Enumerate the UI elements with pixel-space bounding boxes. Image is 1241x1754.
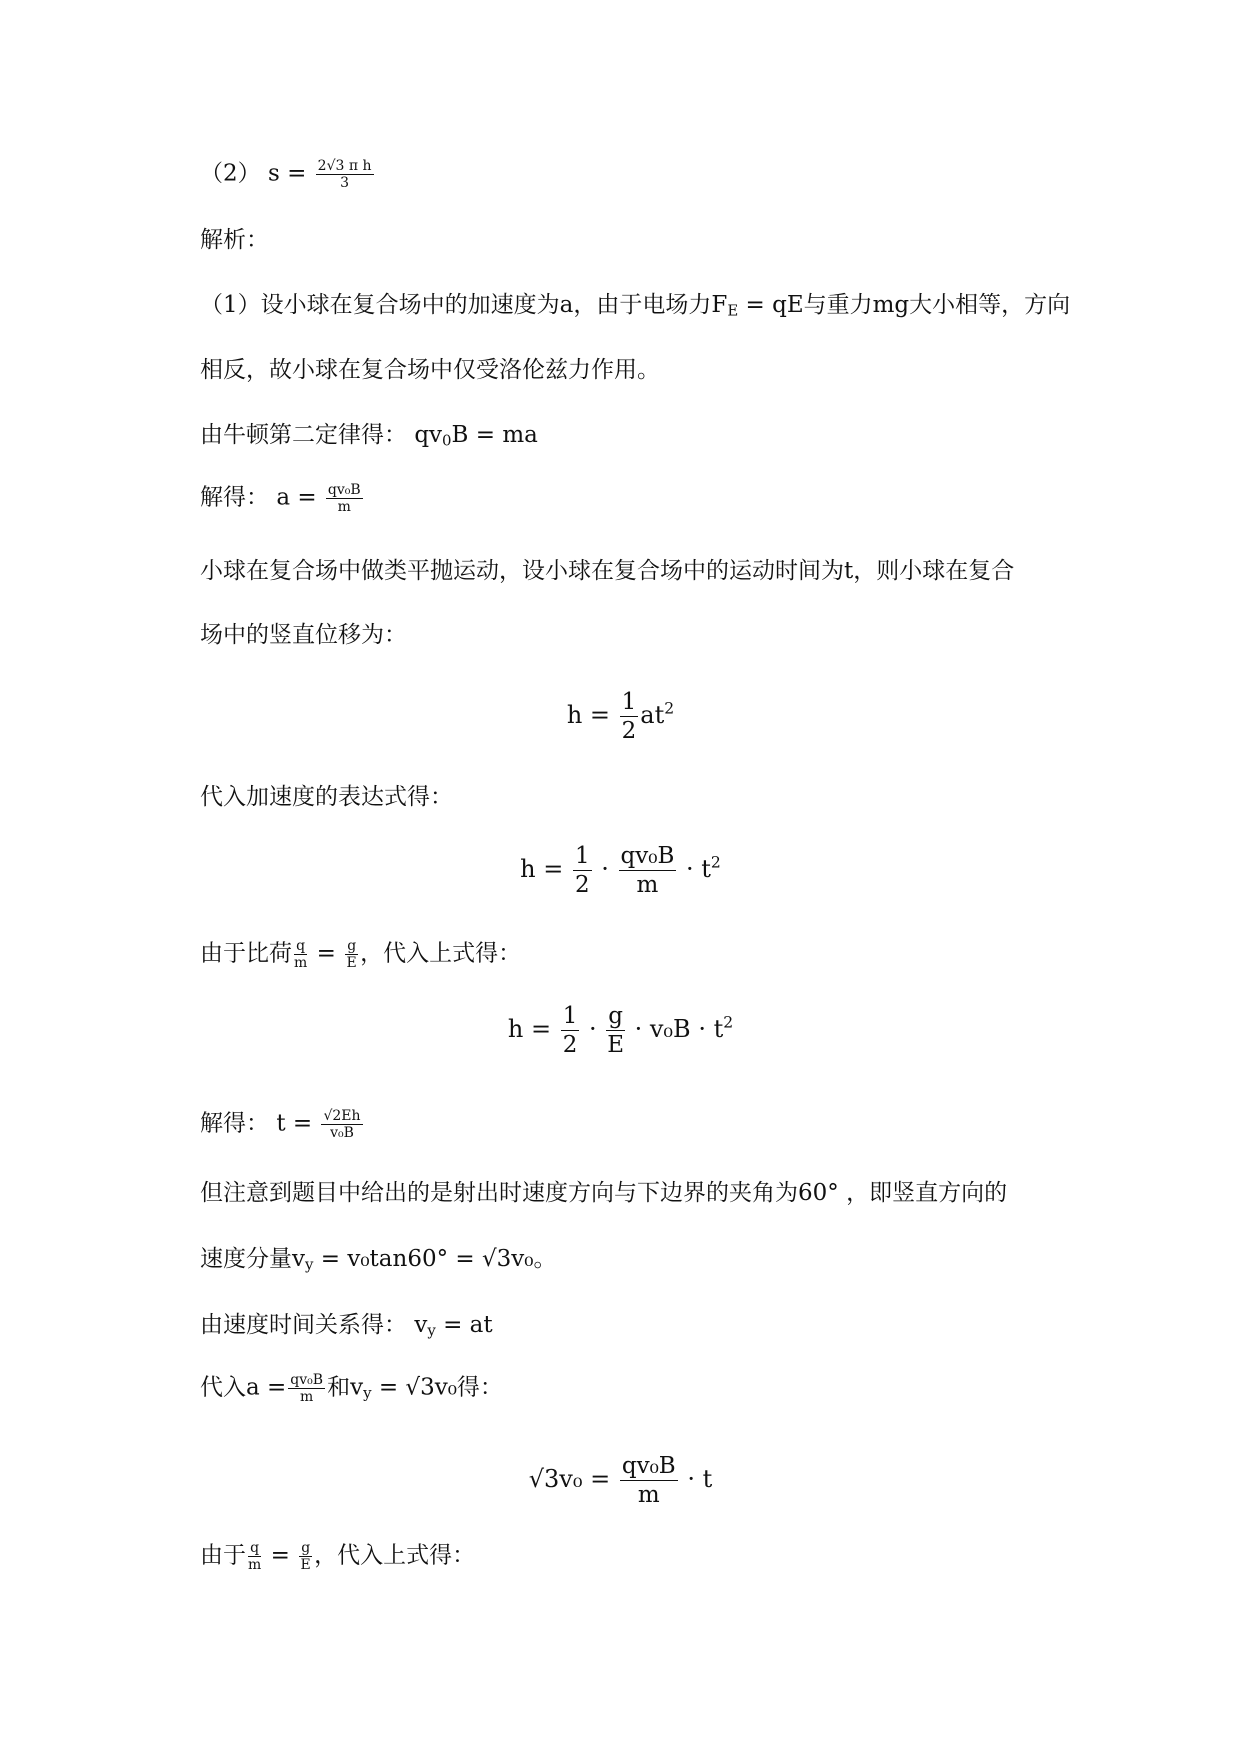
text-segment: 由牛顿第二定律得： <box>200 422 407 448</box>
text-segment: （1）设小球在复合场中的加速度为a，由于电场力F <box>200 292 728 318</box>
subscript: E <box>727 301 739 320</box>
fraction-denominator: 3 <box>340 175 350 191</box>
formula-segment: B = ma <box>451 422 538 448</box>
text-segment: = <box>263 1542 298 1569</box>
formula-segment: = at <box>435 1312 493 1338</box>
fraction-denominator: E <box>607 1032 624 1058</box>
fraction-numerator: 2√3 π h <box>317 158 372 174</box>
formula-segment: · t <box>686 855 711 883</box>
text-segment: 由速度时间关系得： <box>200 1312 407 1338</box>
fraction-numerator: qv₀B <box>327 482 361 498</box>
text-segment: 解得： <box>200 484 269 511</box>
fraction-denominator: 2 <box>621 718 637 744</box>
subscript: y <box>363 1384 372 1403</box>
formula-lhs: a = <box>276 484 317 511</box>
text-line <box>200 1244 557 1280</box>
fraction <box>345 938 358 971</box>
equation-2: h = $\frac{1}{2}$ · $\frac{\text{qv₀B}}{m}$ · $t^2$ <box>520 843 721 898</box>
fraction-denominator: E <box>300 1557 311 1573</box>
text-segment: 代入 <box>200 1374 246 1401</box>
fraction <box>620 1452 678 1509</box>
superscript: 2 <box>723 1013 734 1032</box>
fraction-numerator: g <box>301 1540 311 1556</box>
formula-segment: qv <box>414 422 443 448</box>
fraction-denominator: m <box>294 955 308 971</box>
text-segment: 由于比荷 <box>200 940 292 967</box>
formula-segment: = √3v₀得： <box>371 1374 503 1401</box>
fraction-denominator: m <box>637 1482 660 1508</box>
answer-part2-line <box>200 158 376 191</box>
fraction <box>573 842 592 899</box>
subscript: y <box>305 1255 314 1274</box>
fraction <box>620 688 639 745</box>
text-line <box>200 938 521 971</box>
formula-segment: at <box>640 701 665 729</box>
text-segment: 由于 <box>200 1542 246 1569</box>
text-line <box>200 290 1070 326</box>
fraction-denominator: m <box>248 1557 262 1573</box>
text-line: 相反，故小球在复合场中仅受洛伦兹力作用。 <box>200 357 660 383</box>
text-line: 代入加速度的表达式得： <box>200 784 453 810</box>
fraction <box>619 842 677 899</box>
text-segment: 速度分量v <box>200 1246 305 1272</box>
fraction <box>561 1002 580 1059</box>
fraction <box>288 1372 325 1405</box>
fraction-numerator: 1 <box>575 843 590 869</box>
subscript: 0 <box>442 431 452 450</box>
fraction <box>606 1002 625 1059</box>
fraction-numerator: 1 <box>562 1003 578 1029</box>
formula-segment: · v₀B · t <box>634 1015 724 1043</box>
text-line <box>200 1372 503 1408</box>
fraction-numerator: g <box>347 938 357 954</box>
text-segment: 解得： <box>200 1110 269 1137</box>
fraction <box>294 938 307 971</box>
fraction-denominator: 2 <box>575 872 590 898</box>
formula-lhs: s = <box>267 160 307 187</box>
fraction-denominator: m <box>300 1389 314 1405</box>
text-line: 但注意到题目中给出的是射出时速度方向与下边界的夹角为60° ，即竖直方向的 <box>200 1180 1008 1206</box>
fraction <box>321 1108 362 1141</box>
formula-lhs: h = <box>566 701 611 729</box>
fraction <box>316 158 374 191</box>
text-segment: ，代入上式得： <box>360 940 522 967</box>
fraction-denominator: m <box>636 872 659 898</box>
text-segment: 和v <box>327 1374 364 1401</box>
subscript: y <box>427 1321 436 1340</box>
text-line <box>200 1540 475 1573</box>
fraction-denominator: E <box>346 955 357 971</box>
fraction-denominator: v₀B <box>330 1125 354 1141</box>
text-segment: = qE与重力mg大小相等，方向 <box>738 292 1071 318</box>
fraction-numerator: qv₀B <box>620 843 675 869</box>
analysis-heading: 解析： <box>200 227 269 253</box>
fraction <box>326 482 363 515</box>
fraction-numerator: q <box>294 938 307 955</box>
text-line <box>200 420 538 456</box>
fraction-numerator: qv₀B <box>621 1453 676 1479</box>
formula-lhs: h = <box>520 855 564 883</box>
fraction-numerator: √2Eh <box>323 1108 361 1124</box>
text-line: 场中的竖直位移为： <box>200 622 407 648</box>
text-line: 小球在复合场中做类平抛运动，设小球在复合场中的运动时间为t，则小球在复合 <box>200 558 1015 584</box>
fraction-numerator: g <box>608 1003 623 1029</box>
formula-segment: · t <box>687 1465 713 1493</box>
fraction <box>248 1540 261 1573</box>
fraction-denominator: 2 <box>562 1032 578 1058</box>
text-segment: = <box>309 940 344 967</box>
formula-lhs: h = <box>507 1015 552 1043</box>
text-line <box>200 482 365 515</box>
text-segment: ，代入上式得： <box>314 1542 476 1569</box>
formula-lhs: √3v₀ = <box>528 1465 611 1493</box>
equation-1 <box>0 688 1241 745</box>
superscript: 2 <box>664 699 675 718</box>
fraction-numerator: q <box>248 1540 261 1557</box>
fraction-denominator: m <box>337 499 351 515</box>
fraction <box>299 1540 312 1573</box>
superscript: 2 <box>710 853 721 872</box>
equation-4 <box>0 1452 1241 1509</box>
fraction-numerator: 1 <box>621 689 637 715</box>
equation-3: h = $\frac{1}{2}$ · $\frac{g}{E}$ · $v_0B \cdot t^2$ <box>507 1003 734 1058</box>
formula-lhs: a = <box>246 1374 287 1401</box>
part-label: （2） <box>200 160 261 187</box>
formula-segment: = v₀tan60° = √3v₀。 <box>313 1246 557 1272</box>
formula-lhs: t = <box>276 1110 313 1137</box>
fraction-numerator: qv₀B <box>290 1372 324 1388</box>
formula-segment: v <box>414 1312 428 1338</box>
text-line <box>200 1108 365 1141</box>
text-line <box>200 1310 493 1346</box>
